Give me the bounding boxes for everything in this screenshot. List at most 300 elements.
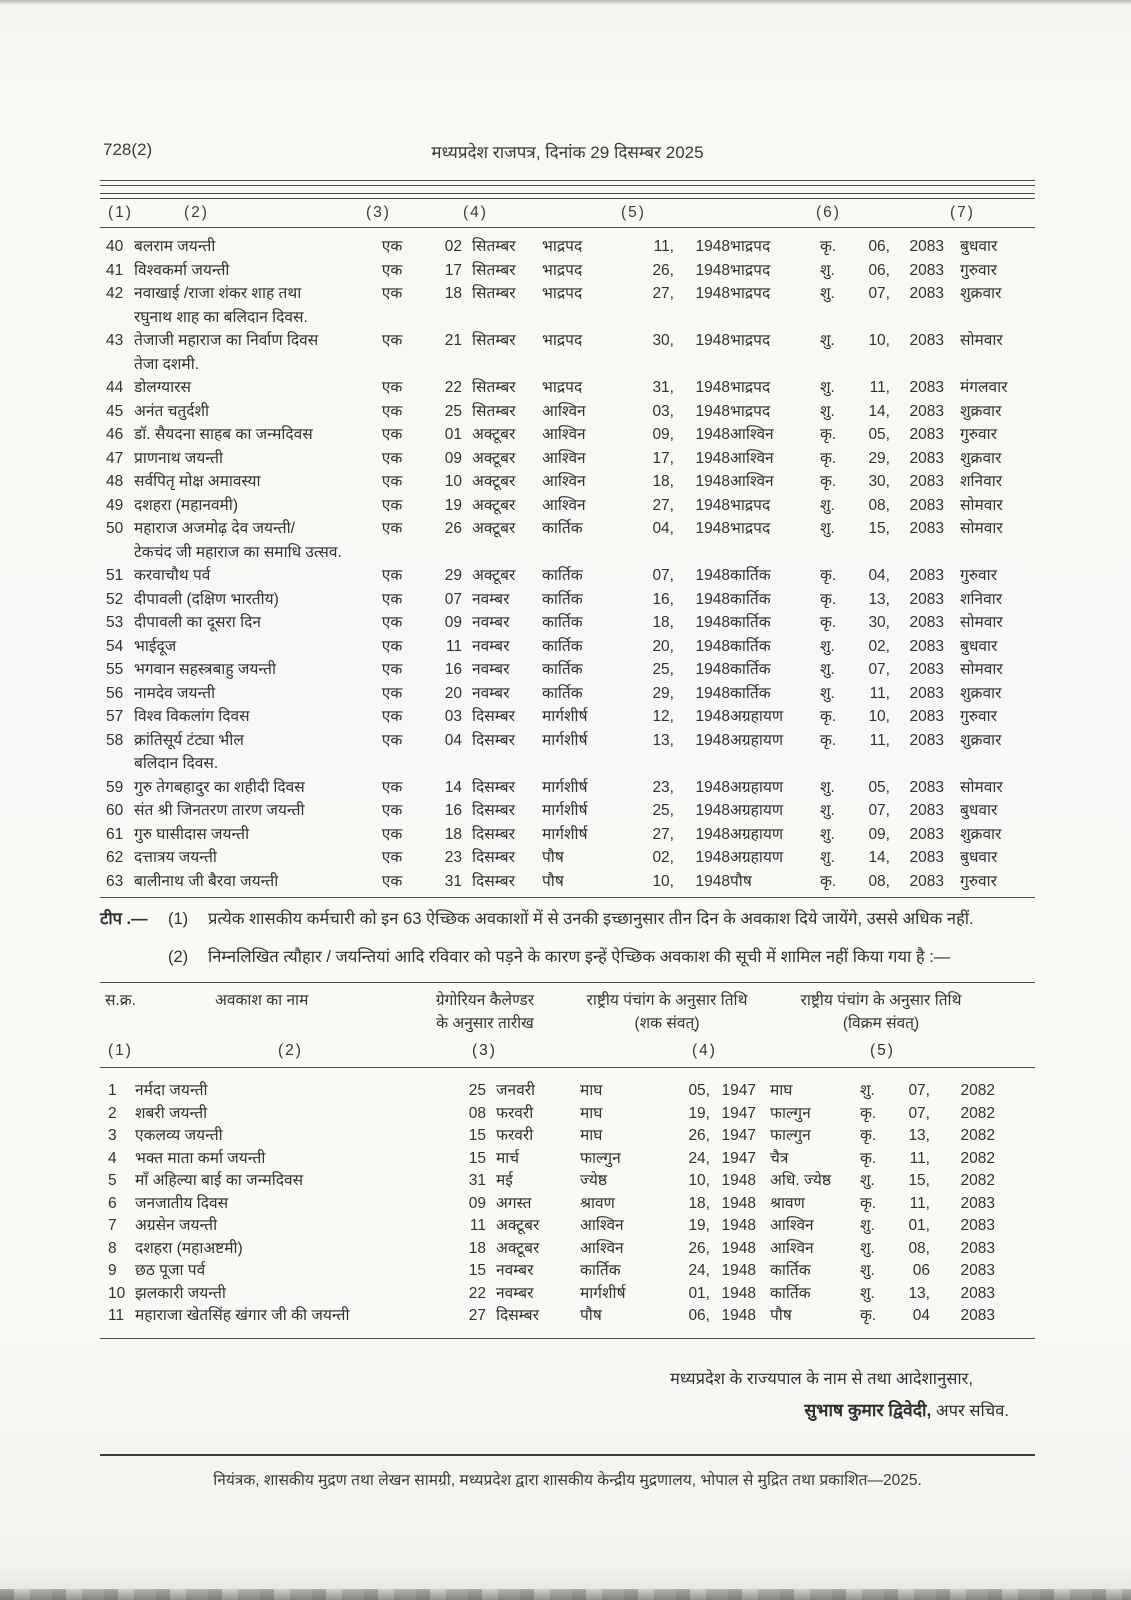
row-serial: 63 bbox=[106, 872, 124, 890]
holiday-name: अग्रसेन जयन्ती bbox=[135, 1217, 218, 1234]
gregorian-day: 04 bbox=[444, 731, 462, 749]
shaka-month: मार्गशीर्ष bbox=[542, 825, 588, 843]
shaka-year: 1948 bbox=[695, 872, 730, 890]
vikram-paksha: कृ. bbox=[860, 1104, 877, 1122]
shaka-year: 1948 bbox=[695, 449, 730, 467]
gregorian-month: अक्टूबर bbox=[472, 496, 516, 514]
gregorian-month: नवम्बर bbox=[472, 614, 510, 631]
row-serial: 11 bbox=[108, 1307, 125, 1324]
vikram-year: 2083 bbox=[960, 1217, 995, 1234]
table1-column-numbers bbox=[100, 199, 1035, 227]
vikram-day: 06, bbox=[868, 238, 890, 255]
row-serial: 42 bbox=[106, 285, 124, 302]
shaka-day: 24, bbox=[688, 1149, 710, 1167]
weekday: सोमवार bbox=[960, 332, 1003, 349]
gregorian-day: 18 bbox=[444, 285, 462, 302]
vikram-month: आश्विन bbox=[730, 473, 774, 490]
table-row bbox=[100, 823, 1035, 847]
shaka-day: 06, bbox=[688, 1307, 710, 1324]
table-row bbox=[100, 1125, 1035, 1148]
shaka-month: मार्गशीर्ष bbox=[542, 708, 588, 725]
gregorian-day: 22 bbox=[444, 379, 462, 396]
vikram-day: 05, bbox=[868, 426, 890, 443]
gregorian-day: 23 bbox=[444, 849, 462, 866]
gregorian-month: अक्टूबर bbox=[472, 567, 516, 584]
gregorian-month: अक्टूबर bbox=[496, 1217, 540, 1234]
shaka-month: पौष bbox=[542, 872, 564, 890]
header-vikram bbox=[768, 989, 994, 1035]
shaka-day: 26, bbox=[652, 261, 674, 279]
gregorian-day: 11 bbox=[469, 1217, 486, 1234]
shaka-day: 04, bbox=[652, 520, 674, 537]
gregorian-day: 27 bbox=[468, 1307, 486, 1324]
shaka-year: 1948 bbox=[695, 496, 730, 514]
shaka-year: 1948 bbox=[721, 1307, 756, 1324]
row-serial: 44 bbox=[106, 379, 124, 396]
table-row bbox=[100, 1283, 1035, 1306]
shaka-month: भाद्रपद bbox=[542, 285, 583, 302]
row-serial: 62 bbox=[106, 849, 124, 866]
vikram-year: 2083 bbox=[909, 708, 944, 725]
vikram-day: 08, bbox=[868, 496, 890, 514]
note-number: (1) bbox=[168, 910, 189, 928]
vikram-month: भाद्रपद bbox=[730, 332, 771, 349]
holiday-name: बालीनाथ जी बैरवा जयन्ती bbox=[134, 872, 279, 890]
shaka-day: 27, bbox=[652, 496, 674, 514]
vikram-month: भाद्रपद bbox=[730, 285, 771, 302]
gregorian-day: 18 bbox=[468, 1239, 486, 1257]
vikram-paksha: शु. bbox=[820, 285, 835, 302]
vikram-month: माघ bbox=[770, 1082, 793, 1099]
vikram-year: 2083 bbox=[909, 684, 944, 702]
table-row bbox=[100, 376, 1035, 400]
shaka-year: 1948 bbox=[695, 802, 730, 819]
vikram-year: 2083 bbox=[909, 379, 944, 396]
vikram-year: 2083 bbox=[909, 449, 944, 467]
gregorian-month: अक्टूबर bbox=[472, 473, 516, 490]
row-serial: 47 bbox=[106, 449, 124, 467]
gregorian-day: 15 bbox=[468, 1149, 486, 1167]
gregorian-day: 08 bbox=[468, 1104, 486, 1122]
header-holiday-name: अवकाश का नाम bbox=[215, 992, 309, 1009]
shaka-day: 23, bbox=[652, 778, 674, 796]
vikram-paksha: कृ. bbox=[820, 567, 837, 584]
vikram-year: 2083 bbox=[909, 802, 944, 819]
shaka-day: 18, bbox=[652, 614, 674, 631]
row-serial: 6 bbox=[108, 1194, 117, 1212]
gregorian-month: दिसम्बर bbox=[496, 1307, 539, 1324]
vikram-paksha: शु. bbox=[820, 261, 835, 279]
gregorian-day: 18 bbox=[444, 825, 462, 843]
weekday: बुधवार bbox=[960, 637, 998, 655]
gregorian-month: सितम्बर bbox=[472, 238, 516, 255]
shaka-month: भाद्रपद bbox=[542, 238, 583, 255]
gregorian-day: 03 bbox=[444, 708, 462, 725]
vikram-year: 2083 bbox=[909, 825, 944, 843]
vikram-paksha: कृ. bbox=[820, 590, 837, 608]
shaka-year: 1947 bbox=[721, 1149, 756, 1167]
vikram-paksha: शु. bbox=[820, 802, 835, 819]
gregorian-month: सितम्बर bbox=[472, 379, 516, 396]
shaka-month: कार्तिक bbox=[542, 684, 583, 702]
vikram-month: कार्तिक bbox=[730, 567, 771, 584]
weekday: सोमवार bbox=[960, 496, 1003, 514]
table-row bbox=[100, 588, 1035, 612]
row-serial: 10 bbox=[108, 1284, 126, 1302]
holiday-name: गुरु तेगबहादुर का शहीदी दिवस bbox=[134, 778, 305, 796]
vikram-day: 14, bbox=[868, 849, 890, 866]
vikram-year: 2082 bbox=[960, 1127, 995, 1144]
vikram-paksha: शु. bbox=[860, 1172, 875, 1189]
vikram-month: आश्विन bbox=[730, 426, 774, 443]
vikram-month: अग्रहायण bbox=[730, 802, 784, 819]
col-num-2: (2) bbox=[184, 204, 209, 221]
weekday: बुधवार bbox=[960, 238, 998, 255]
days-count: एक bbox=[381, 567, 403, 584]
holiday-name: नर्मदा जयन्ती bbox=[135, 1082, 208, 1099]
gregorian-month: नवम्बर bbox=[472, 637, 510, 655]
signatory-title: अपर सचिव. bbox=[931, 1401, 1009, 1420]
vikram-year: 2083 bbox=[960, 1284, 995, 1302]
holiday-name: शबरी जयन्ती bbox=[135, 1104, 208, 1122]
vikram-day: 08, bbox=[868, 872, 890, 890]
vikram-year: 2083 bbox=[909, 872, 944, 890]
shaka-day: 09, bbox=[652, 426, 674, 443]
vikram-day: 11, bbox=[869, 684, 890, 702]
holiday-name: संत श्री जिनतरण तारण जयन्ती bbox=[134, 802, 305, 819]
shaka-year: 1948 bbox=[695, 402, 730, 420]
table-row bbox=[100, 1193, 1035, 1216]
shaka-year: 1947 bbox=[721, 1104, 756, 1122]
vikram-paksha: कृ. bbox=[820, 708, 837, 725]
vikram-year: 2083 bbox=[960, 1307, 995, 1324]
vikram-year: 2083 bbox=[909, 731, 944, 749]
shaka-day: 07, bbox=[652, 567, 674, 584]
vikram-day: 05, bbox=[868, 778, 890, 796]
holiday-name: डॉ. सैयदना साहब का जन्मदिवस bbox=[134, 426, 313, 443]
shaka-month: श्रावण bbox=[580, 1194, 615, 1212]
days-count: एक bbox=[381, 614, 403, 631]
header-vikram-line2: (विक्रम संवत्) bbox=[842, 1015, 920, 1032]
holiday-name: छठ पूजा पर्व bbox=[135, 1262, 206, 1279]
weekday: शुक्रवार bbox=[960, 285, 1002, 302]
table-row bbox=[100, 635, 1035, 659]
table-row bbox=[100, 1080, 1035, 1103]
shaka-day: 03, bbox=[652, 402, 674, 420]
gregorian-month: नवम्बर bbox=[496, 1262, 534, 1279]
table-row bbox=[100, 682, 1035, 706]
gregorian-day: 16 bbox=[444, 802, 462, 819]
gregorian-day: 15 bbox=[468, 1127, 486, 1144]
vikram-year: 2083 bbox=[960, 1239, 995, 1257]
signoff-signature bbox=[100, 1393, 1035, 1428]
vikram-day: 30, bbox=[868, 614, 890, 631]
vikram-paksha: कृ. bbox=[820, 731, 837, 749]
shaka-year: 1948 bbox=[721, 1262, 756, 1279]
gregorian-month: अक्टूबर bbox=[472, 449, 516, 467]
vikram-paksha: शु. bbox=[820, 849, 835, 866]
col-num-5: (5) bbox=[621, 204, 646, 221]
holiday-name: विश्व विकलांग दिवस bbox=[134, 708, 250, 725]
days-count: एक bbox=[381, 590, 403, 608]
shaka-year: 1948 bbox=[721, 1172, 756, 1189]
row-serial: 8 bbox=[108, 1239, 117, 1257]
vikram-paksha: शु. bbox=[820, 661, 835, 678]
holiday-name: प्राणनाथ जयन्ती bbox=[134, 449, 223, 467]
row-serial: 56 bbox=[106, 684, 124, 702]
shaka-month: भाद्रपद bbox=[542, 332, 583, 349]
note-number: (2) bbox=[168, 948, 189, 966]
vikram-month: श्रावण bbox=[770, 1194, 805, 1212]
days-count: एक bbox=[381, 825, 403, 843]
shaka-year: 1948 bbox=[695, 614, 730, 631]
vikram-paksha: शु. bbox=[860, 1239, 875, 1257]
vikram-year: 2083 bbox=[909, 238, 944, 255]
col-num-4: (4) bbox=[463, 204, 488, 221]
gregorian-day: 29 bbox=[444, 567, 462, 584]
holiday-name: दत्तात्रय जयन्ती bbox=[134, 849, 217, 866]
holiday-name: महाराज अजमोढ़ देव जयन्ती/ टेकचंद जी महाराज का समाधि उत्सव. bbox=[134, 520, 342, 561]
row-serial: 9 bbox=[108, 1262, 117, 1279]
vikram-day: 11, bbox=[909, 1149, 930, 1167]
table-row bbox=[100, 658, 1035, 682]
vikram-day: 10, bbox=[868, 708, 890, 725]
table-row bbox=[100, 329, 1035, 376]
gregorian-day: 19 bbox=[444, 496, 462, 514]
shaka-month: कार्तिक bbox=[542, 520, 583, 537]
vikram-month: अग्रहायण bbox=[730, 708, 784, 725]
col-num-4: (4) bbox=[692, 1042, 717, 1059]
vikram-year: 2083 bbox=[909, 496, 944, 514]
vikram-day: 13, bbox=[908, 1284, 930, 1302]
days-count: एक bbox=[381, 238, 403, 255]
col-num-1: (1) bbox=[108, 1042, 133, 1059]
vikram-month: कार्तिक bbox=[770, 1284, 811, 1302]
vikram-year: 2082 bbox=[960, 1172, 995, 1189]
weekday: गुरुवार bbox=[960, 872, 997, 890]
gregorian-month: दिसम्बर bbox=[472, 825, 515, 843]
holiday-name: माँ अहिल्या बाई का जन्मदिवस bbox=[135, 1172, 304, 1189]
holiday-name: जनजातीय दिवस bbox=[135, 1194, 229, 1212]
gregorian-day: 09 bbox=[444, 614, 462, 631]
gregorian-month: दिसम्बर bbox=[472, 849, 515, 866]
shaka-day: 20, bbox=[652, 637, 674, 655]
vikram-day: 29, bbox=[868, 449, 890, 467]
row-serial: 5 bbox=[108, 1172, 117, 1189]
table-row bbox=[100, 564, 1035, 588]
days-count: एक bbox=[381, 520, 403, 537]
gregorian-month: मार्च bbox=[496, 1149, 520, 1167]
gregorian-month: सितम्बर bbox=[472, 402, 516, 420]
vikram-year: 2083 bbox=[909, 261, 944, 279]
weekday: गुरुवार bbox=[960, 261, 997, 279]
shaka-day: 25, bbox=[652, 802, 674, 819]
vikram-year: 2083 bbox=[909, 285, 944, 302]
weekday: शुक्रवार bbox=[960, 825, 1002, 843]
vikram-month: आश्विन bbox=[770, 1239, 814, 1257]
gregorian-day: 11 bbox=[445, 637, 462, 655]
holiday-name: विश्वकर्मा जयन्ती bbox=[134, 261, 230, 279]
col-num-7: (7) bbox=[950, 204, 975, 221]
row-serial: 50 bbox=[106, 520, 124, 537]
vikram-day: 07, bbox=[868, 661, 890, 678]
shaka-day: 18, bbox=[652, 473, 674, 490]
row-serial: 1 bbox=[108, 1082, 117, 1099]
vikram-month: चैत्र bbox=[770, 1149, 789, 1167]
days-count: एक bbox=[381, 731, 403, 749]
row-serial: 7 bbox=[108, 1217, 117, 1234]
vikram-paksha: शु. bbox=[860, 1262, 875, 1279]
row-serial: 4 bbox=[108, 1149, 117, 1167]
gregorian-day: 02 bbox=[444, 238, 462, 255]
shaka-year: 1947 bbox=[721, 1127, 756, 1144]
vikram-day: 30, bbox=[868, 473, 890, 490]
vikram-paksha: कृ. bbox=[860, 1149, 877, 1167]
note-text: निम्नलिखित त्यौहार / जयन्तियां आदि रविवार को पड़ने के कारण इन्हें ऐच्छिक अवकाश की सूची में शामिल नहीं किया गया है :— bbox=[208, 948, 951, 966]
shaka-year: 1948 bbox=[695, 849, 730, 866]
shaka-month: माघ bbox=[580, 1082, 603, 1099]
vikram-month: कार्तिक bbox=[730, 614, 771, 631]
shaka-month: आश्विन bbox=[542, 426, 586, 443]
vikram-month: फाल्गुन bbox=[770, 1127, 811, 1144]
vikram-paksha: कृ. bbox=[820, 449, 837, 467]
gregorian-day: 14 bbox=[444, 778, 462, 796]
shaka-month: आश्विन bbox=[580, 1217, 624, 1234]
days-count: एक bbox=[381, 261, 403, 279]
vikram-year: 2082 bbox=[960, 1082, 995, 1099]
shaka-month: आश्विन bbox=[542, 473, 586, 490]
col-num-5: (5) bbox=[870, 1042, 895, 1059]
table-row bbox=[100, 235, 1035, 259]
optional-holidays-table bbox=[100, 231, 1035, 893]
gregorian-month: दिसम्बर bbox=[472, 872, 515, 890]
shaka-year: 1948 bbox=[695, 684, 730, 702]
vikram-paksha: कृ. bbox=[820, 238, 837, 255]
table-row bbox=[100, 799, 1035, 823]
shaka-year: 1948 bbox=[721, 1284, 756, 1302]
gregorian-day: 01 bbox=[444, 426, 462, 443]
notes-section bbox=[100, 906, 1035, 970]
vikram-paksha: शु. bbox=[820, 520, 835, 537]
gregorian-day: 25 bbox=[468, 1082, 486, 1099]
gregorian-day: 07 bbox=[444, 590, 462, 608]
holiday-name: दीपावली का दूसरा दिन bbox=[134, 614, 261, 631]
gregorian-day: 15 bbox=[468, 1262, 486, 1279]
vikram-day: 13, bbox=[908, 1127, 930, 1144]
page-header bbox=[100, 140, 1035, 166]
vikram-year: 2083 bbox=[909, 567, 944, 584]
table-row bbox=[100, 1103, 1035, 1126]
col-num-2: (2) bbox=[278, 1042, 303, 1059]
shaka-year: 1948 bbox=[721, 1217, 756, 1234]
shaka-year: 1948 bbox=[695, 238, 730, 255]
vikram-day: 10, bbox=[868, 332, 890, 349]
page-number: 728(2) bbox=[103, 140, 153, 159]
table2-header bbox=[100, 983, 1035, 1067]
days-count: एक bbox=[381, 872, 403, 890]
col-num-3: (3) bbox=[366, 204, 391, 221]
weekday: सोमवार bbox=[960, 778, 1003, 796]
vikram-paksha: कृ. bbox=[860, 1127, 877, 1144]
gregorian-month: नवम्बर bbox=[472, 684, 510, 702]
holiday-name: डोलग्यारस bbox=[134, 379, 191, 396]
shaka-day: 16, bbox=[652, 590, 674, 608]
vikram-paksha: शु. bbox=[860, 1217, 875, 1234]
shaka-day: 26, bbox=[688, 1127, 710, 1144]
shaka-year: 1948 bbox=[695, 567, 730, 584]
vikram-month: भाद्रपद bbox=[730, 496, 771, 514]
row-serial: 58 bbox=[106, 731, 124, 749]
holiday-name: गुरु घासीदास जयन्ती bbox=[134, 825, 250, 843]
holiday-name: करवाचौथ पर्व bbox=[134, 567, 211, 584]
shaka-year: 1948 bbox=[721, 1239, 756, 1257]
table-row bbox=[100, 846, 1035, 870]
shaka-month: आश्विन bbox=[542, 402, 586, 420]
shaka-year: 1948 bbox=[695, 825, 730, 843]
gregorian-month: दिसम्बर bbox=[472, 802, 515, 819]
shaka-day: 26, bbox=[688, 1239, 710, 1257]
vikram-paksha: शु. bbox=[860, 1284, 875, 1302]
header-gregorian bbox=[400, 989, 570, 1035]
weekday: शुक्रवार bbox=[960, 402, 1002, 420]
shaka-day: 31, bbox=[652, 379, 674, 396]
shaka-day: 19, bbox=[688, 1104, 710, 1122]
shaka-day: 13, bbox=[652, 731, 674, 749]
gregorian-day: 09 bbox=[444, 449, 462, 467]
table-row bbox=[100, 470, 1035, 494]
gregorian-day: 31 bbox=[444, 872, 462, 890]
vikram-paksha: शु. bbox=[820, 825, 835, 843]
weekday: बुधवार bbox=[960, 849, 998, 866]
header-shaka-line1: राष्ट्रीय पंचांग के अनुसार तिथि bbox=[586, 992, 748, 1009]
scan-edge-bottom bbox=[0, 1589, 1131, 1600]
days-count: एक bbox=[381, 684, 403, 702]
row-serial: 61 bbox=[106, 825, 124, 843]
holiday-name: नामदेव जयन्ती bbox=[134, 684, 216, 702]
rule bbox=[100, 897, 1035, 898]
vikram-month: अग्रहायण bbox=[730, 731, 784, 749]
sunday-holidays-table bbox=[100, 1068, 1035, 1338]
shaka-day: 27, bbox=[652, 285, 674, 302]
shaka-month: कार्तिक bbox=[542, 614, 583, 631]
days-count: एक bbox=[381, 661, 403, 678]
holiday-name: नवाखाई /राजा शंकर शाह तथा रघुनाथ शाह का बलिदान दिवस. bbox=[134, 285, 308, 326]
gregorian-month: मई bbox=[496, 1172, 513, 1189]
row-serial: 40 bbox=[106, 238, 124, 255]
row-serial: 45 bbox=[106, 402, 124, 420]
shaka-year: 1948 bbox=[695, 379, 730, 396]
vikram-paksha: कृ. bbox=[860, 1194, 877, 1212]
vikram-day: 01, bbox=[908, 1217, 930, 1234]
shaka-month: मार्गशीर्ष bbox=[542, 731, 588, 749]
shaka-day: 30, bbox=[652, 332, 674, 349]
shaka-year: 1948 bbox=[721, 1194, 756, 1212]
vikram-year: 2083 bbox=[909, 473, 944, 490]
table-row bbox=[100, 400, 1035, 424]
vikram-year: 2083 bbox=[909, 849, 944, 866]
vikram-year: 2083 bbox=[909, 590, 944, 608]
row-serial: 49 bbox=[106, 496, 124, 514]
vikram-paksha: शु. bbox=[820, 379, 835, 396]
gregorian-month: दिसम्बर bbox=[472, 708, 515, 725]
shaka-month: आश्विन bbox=[580, 1239, 624, 1257]
row-serial: 3 bbox=[108, 1127, 117, 1144]
holiday-name: बलराम जयन्ती bbox=[134, 238, 216, 255]
shaka-month: मार्गशीर्ष bbox=[542, 802, 588, 819]
shaka-year: 1948 bbox=[695, 778, 730, 796]
vikram-day: 07, bbox=[868, 802, 890, 819]
shaka-day: 25, bbox=[652, 661, 674, 678]
